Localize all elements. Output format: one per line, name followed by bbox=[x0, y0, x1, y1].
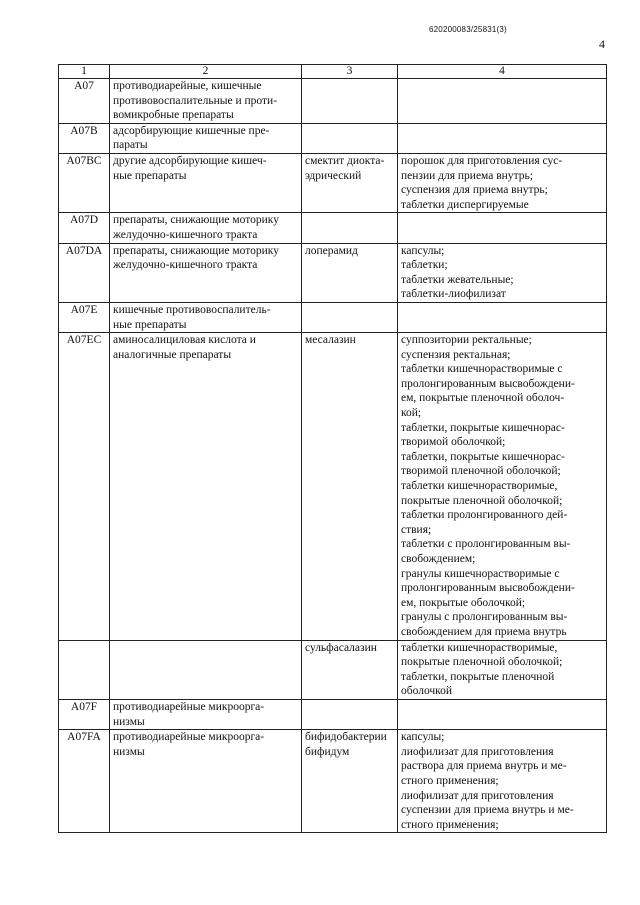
substance-name: бифидобактерии бифидум bbox=[302, 730, 398, 833]
atc-code: A07B bbox=[59, 123, 110, 153]
dosage-forms: капсулы; таблетки; таблетки жевательные; таблетки-лиофилизат bbox=[398, 243, 607, 302]
substance-name bbox=[302, 699, 398, 729]
group-name bbox=[110, 640, 302, 699]
atc-code: A07F bbox=[59, 699, 110, 729]
dosage-forms bbox=[398, 123, 607, 153]
column-header-4: 4 bbox=[398, 65, 607, 79]
column-header-2: 2 bbox=[110, 65, 302, 79]
document-number: 620200083/25831(3) bbox=[429, 25, 507, 34]
atc-code: A07E bbox=[59, 302, 110, 332]
group-name: препараты, снижающие моторику желудочно-кишечного тракта bbox=[110, 213, 302, 243]
table-row bbox=[59, 730, 607, 833]
table-header-row bbox=[59, 65, 607, 79]
dosage-forms: порошок для приготовления сус- пензии для приема внутрь; суспензия для приема внутрь; таблетки диспергируемые bbox=[398, 153, 607, 212]
table-row bbox=[59, 302, 607, 332]
atc-code: A07DA bbox=[59, 243, 110, 302]
group-name: противодиарейные микроорга- низмы bbox=[110, 699, 302, 729]
table-row bbox=[59, 123, 607, 153]
atc-code: A07BC bbox=[59, 153, 110, 212]
substance-name: сульфасалазин bbox=[302, 640, 398, 699]
atc-code: A07 bbox=[59, 79, 110, 124]
table-row bbox=[59, 333, 607, 640]
table-row bbox=[59, 79, 607, 124]
atc-code: A07EC bbox=[59, 333, 110, 640]
atc-code: A07D bbox=[59, 213, 110, 243]
group-name: адсорбирующие кишечные пре- параты bbox=[110, 123, 302, 153]
table-row bbox=[59, 153, 607, 212]
substance-name: смектит диокта- эдрический bbox=[302, 153, 398, 212]
group-name: противодиарейные, кишечные противовоспалительные и проти- вомикробные препараты bbox=[110, 79, 302, 124]
substance-name bbox=[302, 213, 398, 243]
table-row bbox=[59, 699, 607, 729]
group-name: аминосалициловая кислота и аналогичные препараты bbox=[110, 333, 302, 640]
table-row bbox=[59, 243, 607, 302]
column-header-3: 3 bbox=[302, 65, 398, 79]
group-name: другие адсорбирующие кишеч- ные препараты bbox=[110, 153, 302, 212]
substance-name: месалазин bbox=[302, 333, 398, 640]
page-number: 4 bbox=[599, 37, 605, 51]
dosage-forms bbox=[398, 302, 607, 332]
substance-name: лоперамид bbox=[302, 243, 398, 302]
group-name: препараты, снижающие моторику желудочно-кишечного тракта bbox=[110, 243, 302, 302]
dosage-forms: суппозитории ректальные; суспензия ректальная; таблетки кишечнорастворимые с пролонгированным высвобождени- ем, покрытые пленочной оболоч- кой; таблетки, покрытые кишечнорас- творимой оболочкой; таблетки, покрытые кишечнорас- творимой пленочной оболочкой; таблетки кишечнорастворимые, покрытые пленочной оболочкой; таблетки пролонгированного дей- ствия; таблетки с пролонгированным вы- свобождением; гранулы кишечнорастворимые с пролонгированным высвобождени- ем, покрытые оболочкой; гранулы с пролонгированным вы- свобождением для приема внутрь bbox=[398, 333, 607, 640]
atc-code bbox=[59, 640, 110, 699]
dosage-forms bbox=[398, 213, 607, 243]
table-row bbox=[59, 213, 607, 243]
dosage-forms: таблетки кишечнорастворимые, покрытые пленочной оболочкой; таблетки, покрытые пленочной оболочкой bbox=[398, 640, 607, 699]
substance-name bbox=[302, 123, 398, 153]
group-name: кишечные противовоспалитель- ные препараты bbox=[110, 302, 302, 332]
atc-code: A07FA bbox=[59, 730, 110, 833]
drug-classification-table bbox=[58, 64, 607, 833]
dosage-forms bbox=[398, 79, 607, 124]
table-row bbox=[59, 640, 607, 699]
dosage-forms: капсулы; лиофилизат для приготовления раствора для приема внутрь и ме- стного применения; лиофилизат для приготовления суспензии для приема внутрь и ме- стного применения; bbox=[398, 730, 607, 833]
substance-name bbox=[302, 302, 398, 332]
column-header-1: 1 bbox=[59, 65, 110, 79]
substance-name bbox=[302, 79, 398, 124]
dosage-forms bbox=[398, 699, 607, 729]
group-name: противодиарейные микроорга- низмы bbox=[110, 730, 302, 833]
